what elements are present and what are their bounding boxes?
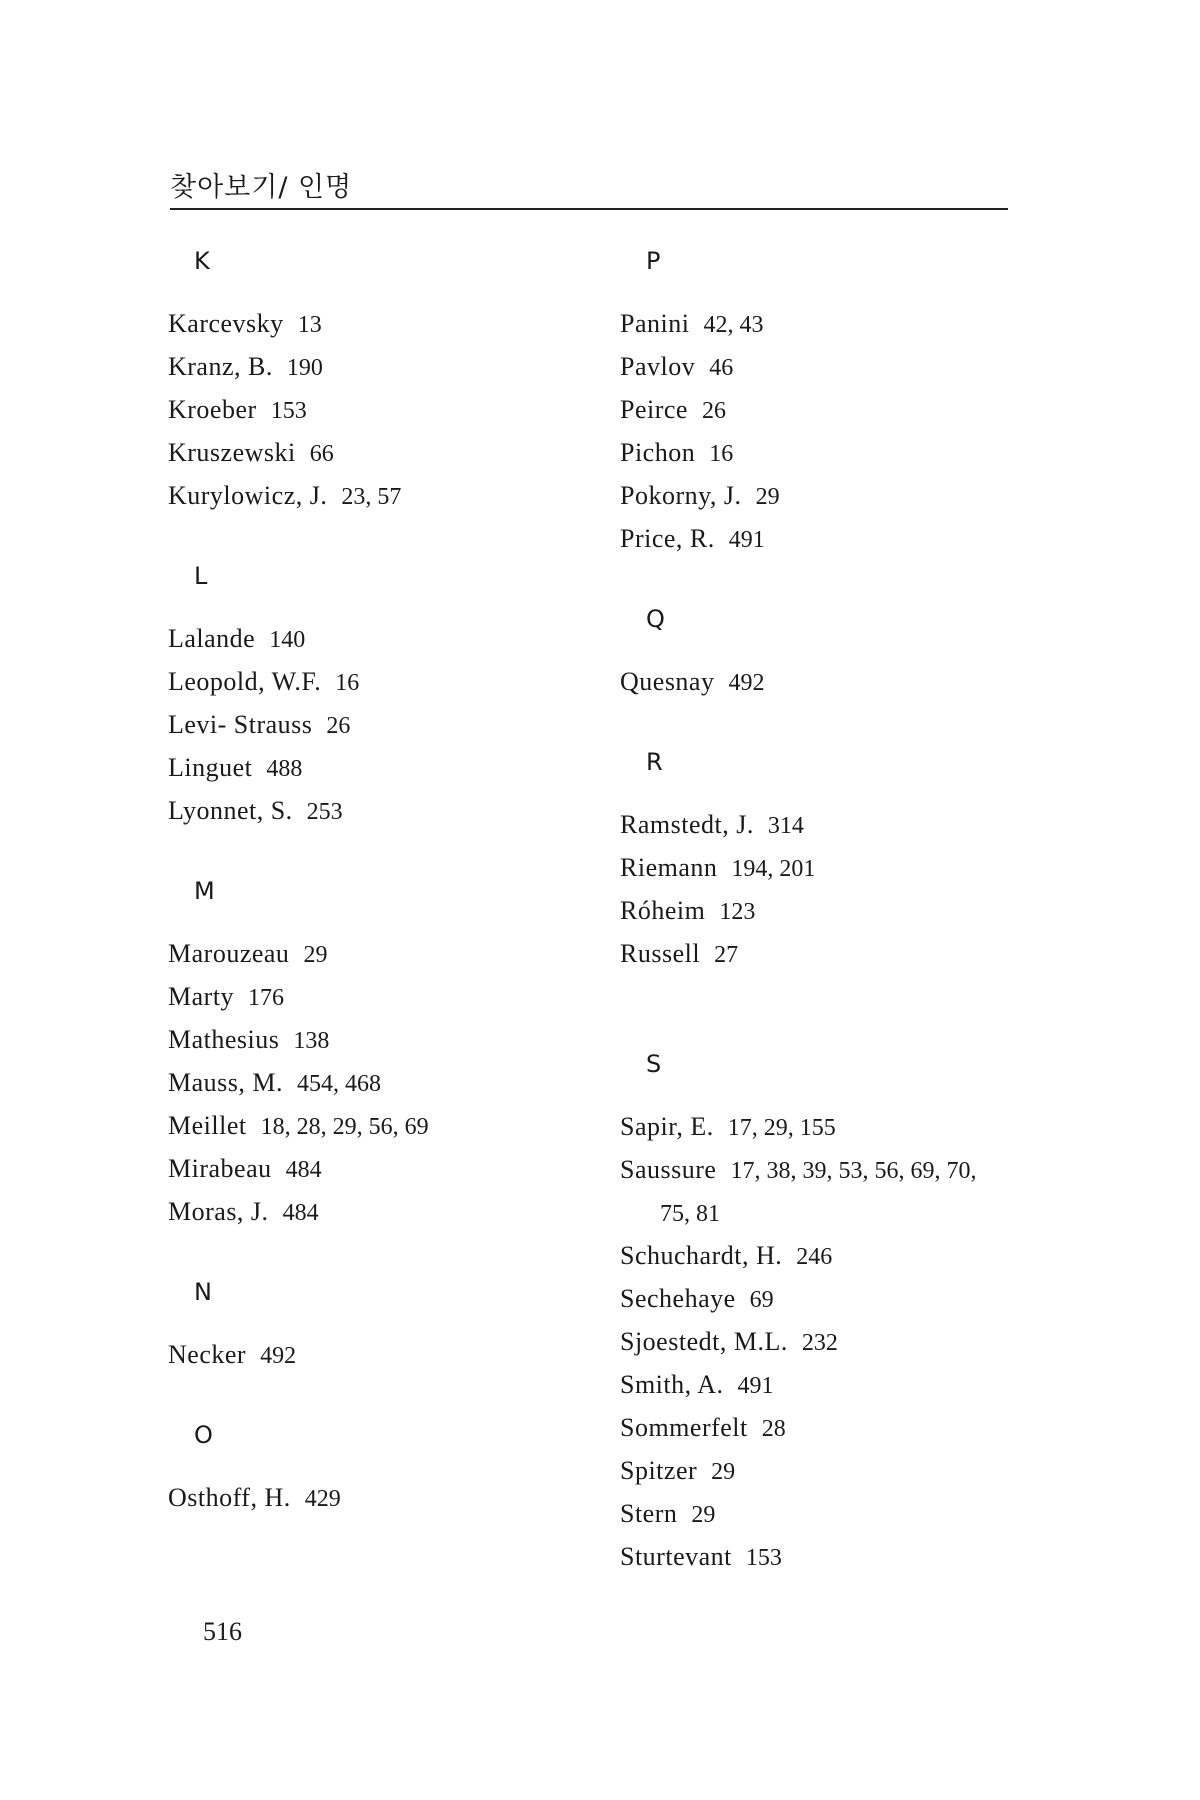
section-letter-o: O [194,1421,213,1449]
index-entry: Karcevsky 13 [168,309,322,338]
index-entry: Sjoestedt, M.L. 232 [620,1327,838,1356]
index-entry: Saussure 17, 38, 39, 53, 56, 69, 70, [620,1155,977,1184]
index-entry: Marouzeau 29 [168,939,328,968]
index-entry: Meillet 18, 28, 29, 56, 69 [168,1111,429,1140]
page-title: 찾아보기/ 인명 [170,172,353,203]
index-entry: Marty 176 [168,982,285,1011]
index-entry: Sommerfelt 28 [620,1413,786,1442]
index-entry: Mirabeau 484 [168,1154,322,1183]
section-letter-m: M [194,877,215,905]
section-letter-q: Q [646,605,665,633]
index-entry: Peirce 26 [620,395,726,424]
index-entry: Russell 27 [620,939,739,968]
page-number: 516 [203,1617,242,1646]
section-letter-r: R [646,748,663,776]
index-entry: Necker 492 [168,1340,297,1369]
index-entry: Lyonnet, S. 253 [168,796,343,825]
index-column-right [620,246,1040,1578]
index-entry: Mauss, M. 454, 468 [168,1068,382,1097]
index-entry: Panini 42, 43 [620,309,764,338]
section-letter-l: L [194,562,208,590]
index-column-left [168,246,588,1519]
section-letter-s: S [646,1050,662,1078]
index-entry: Osthoff, H. 429 [168,1483,341,1512]
section-letter-p: P [646,247,661,275]
index-entry: Spitzer 29 [620,1456,736,1485]
index-entry: Lalande 140 [168,624,306,653]
index-entry: Linguet 488 [168,753,303,782]
index-entry: Riemann 194, 201 [620,853,816,882]
index-entry: Sechehaye 69 [620,1284,774,1313]
section-letter-k: K [194,247,210,275]
index-entry: Sturtevant 153 [620,1542,782,1571]
index-entry: Kranz, B. 190 [168,352,323,381]
section-letter-n: N [194,1278,212,1306]
index-entry: Smith, A. 491 [620,1370,774,1399]
index-entry-continuation: 75, 81 [660,1201,720,1227]
index-entry: Kruszewski 66 [168,438,334,467]
index-entry: Quesnay 492 [620,667,765,696]
index-entry: Sapir, E. 17, 29, 155 [620,1112,836,1141]
index-entry: Levi- Strauss 26 [168,710,351,739]
index-entry: Pavlov 46 [620,352,734,381]
index-entry: Pokorny, J. 29 [620,481,780,510]
index-entry: Schuchardt, H. 246 [620,1241,833,1270]
index-entry: Kroeber 153 [168,395,307,424]
page-header [170,165,1008,210]
index-entry: Róheim 123 [620,896,756,925]
index-entry: Ramstedt, J. 314 [620,810,804,839]
index-entry: Mathesius 138 [168,1025,330,1054]
index-entry: Kurylowicz, J. 23, 57 [168,481,402,510]
index-entry: Price, R. 491 [620,524,765,553]
index-entry: Moras, J. 484 [168,1197,319,1226]
index-entry: Stern 29 [620,1499,716,1528]
index-entry: Leopold, W.F. 16 [168,667,360,696]
index-entry: Pichon 16 [620,438,734,467]
